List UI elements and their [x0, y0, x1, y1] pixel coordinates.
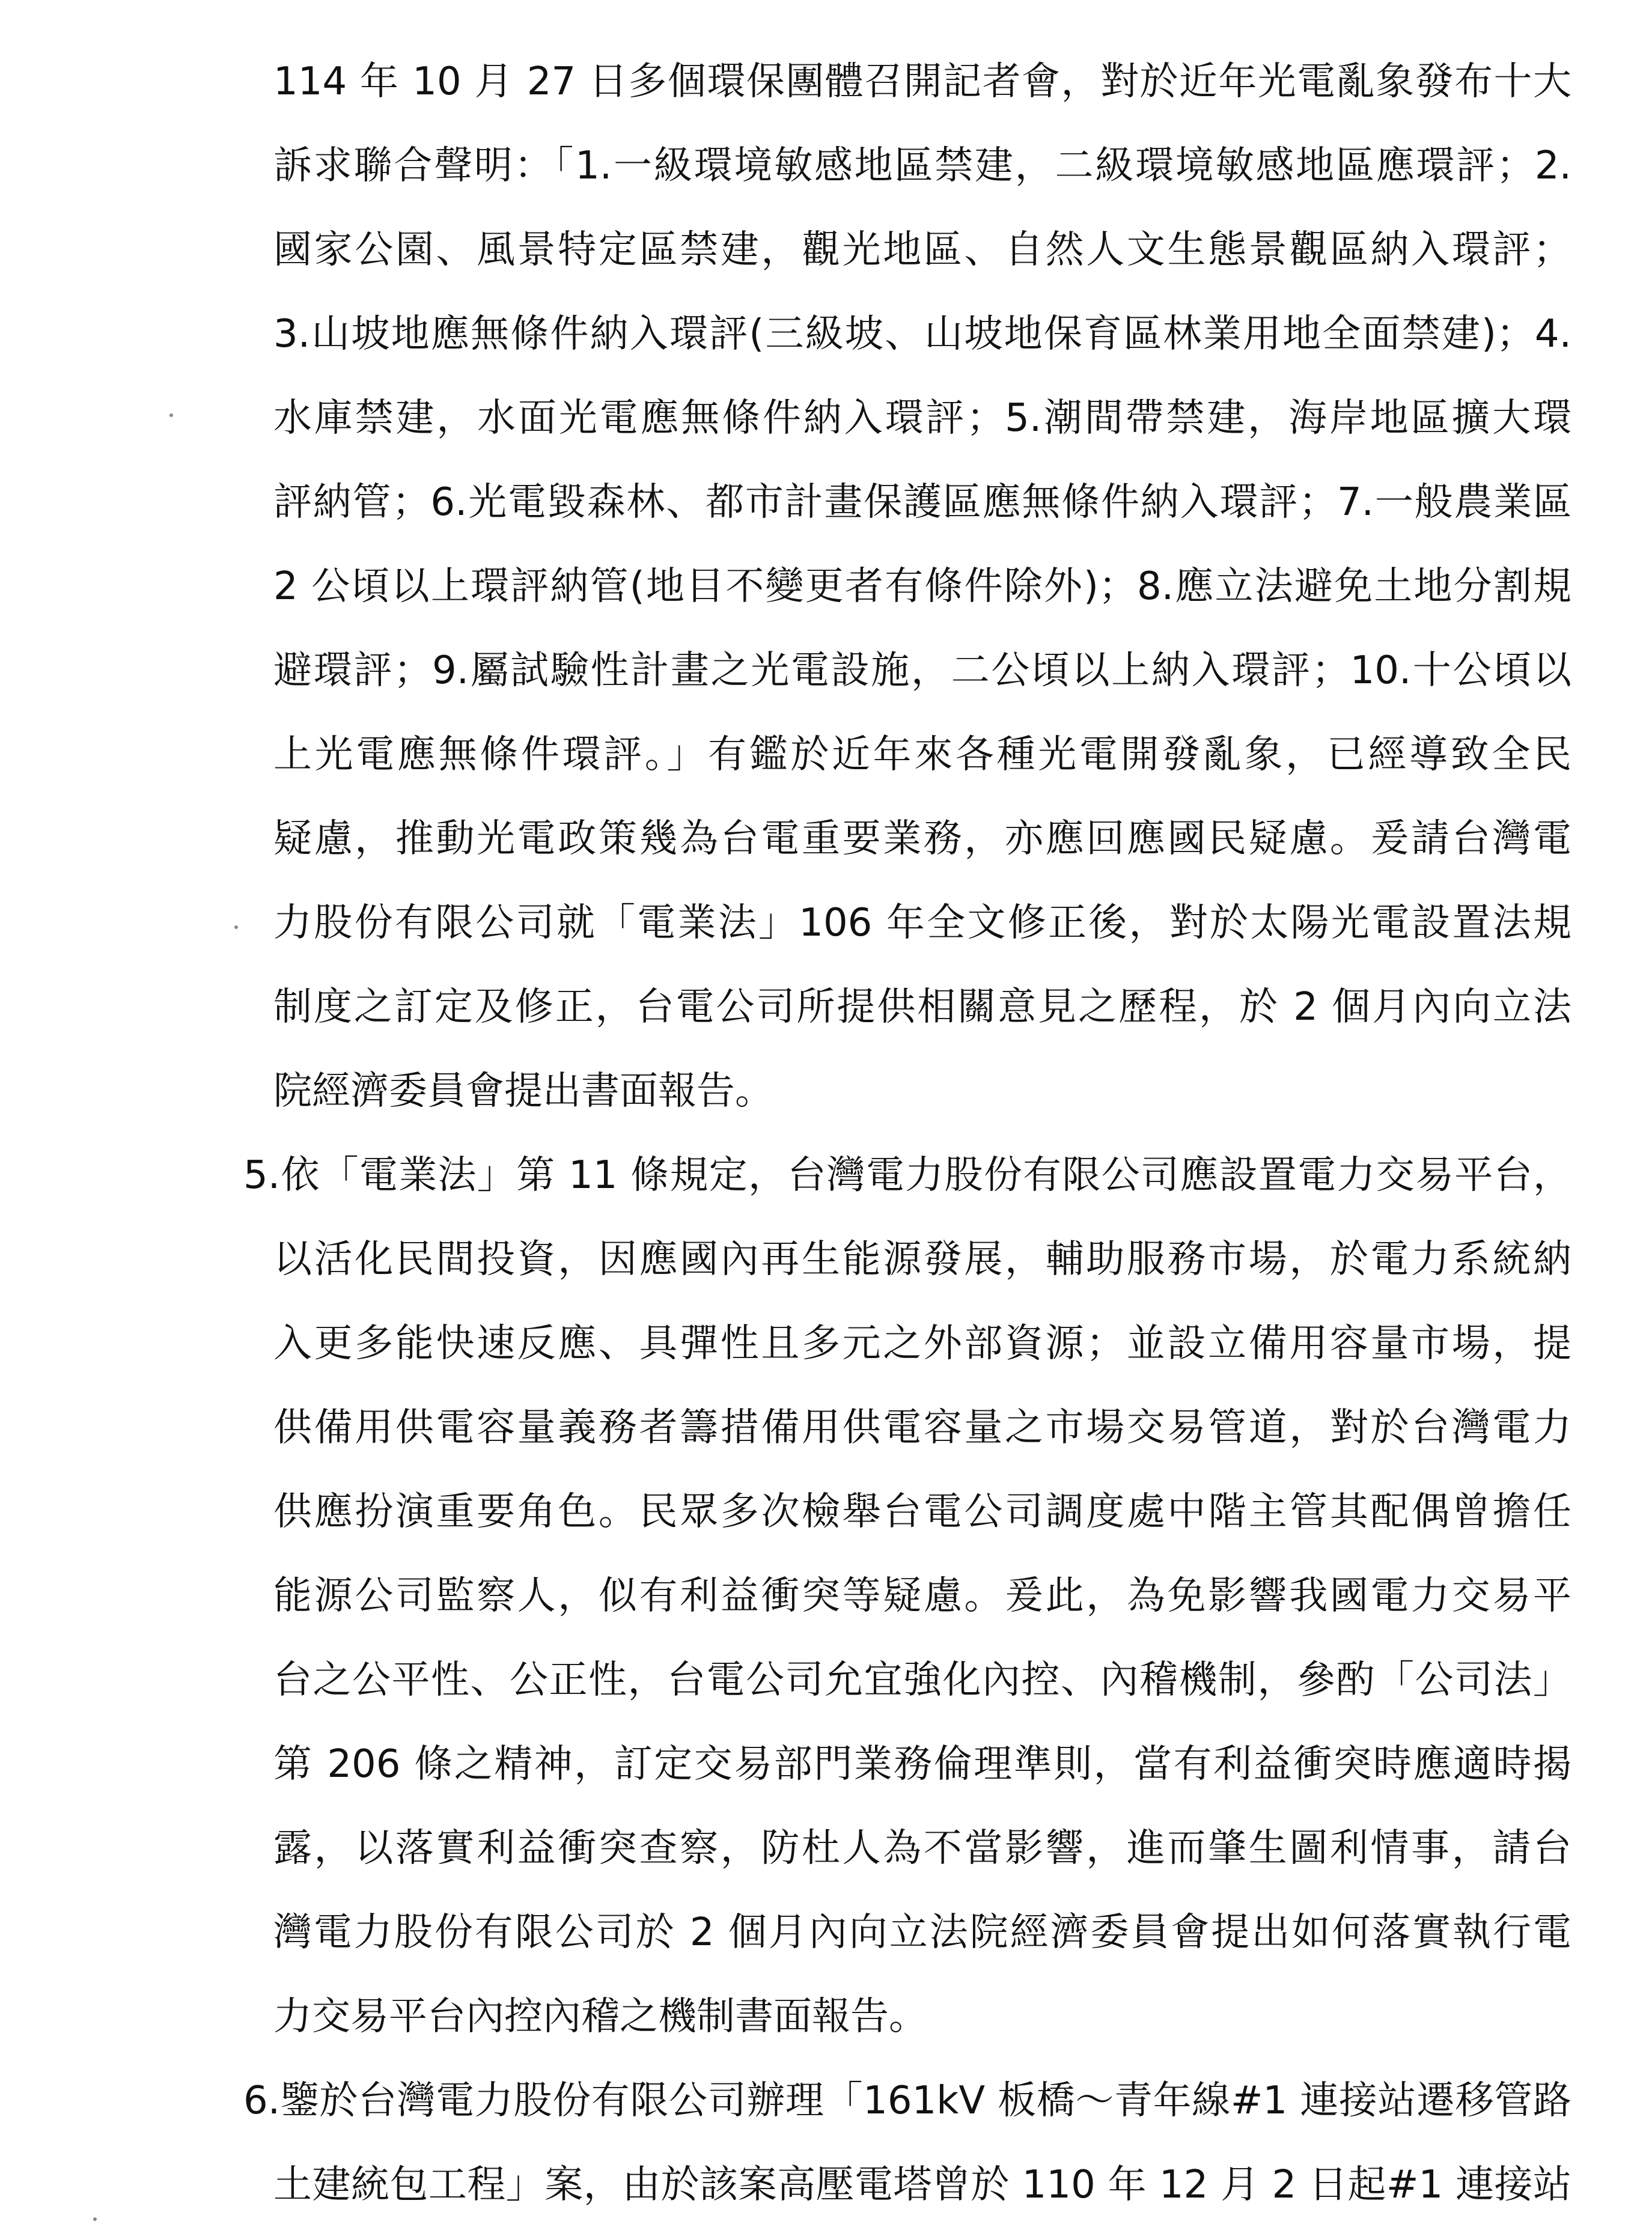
- text-line: 2 公頃以上環評納管(地目不變更者有條件除外)；8.應立法避免土地分割規: [273, 564, 1571, 609]
- text-line: 台之公平性、公正性，台電公司允宜強化內控、內稽機制，參酌「公司法」: [273, 1658, 1571, 1702]
- scan-speck: [234, 925, 238, 929]
- text-line: 疑慮，推動光電政策幾為台電重要業務，亦應回應國民疑慮。爰請台灣電: [273, 817, 1571, 861]
- text-line: 灣電力股份有限公司於 2 個月內向立法院經濟委員會提出如何落實執行電: [273, 1910, 1571, 1955]
- text-line: 土建統包工程」案，由於該案高壓電塔曾於 110 年 12 月 2 日起#1 連接站: [273, 2163, 1571, 2207]
- text-line: 避環評；9.屬試驗性計畫之光電設施，二公頃以上納入環評；10.十公頃以: [273, 648, 1571, 693]
- text-line: 上光電應無條件環評。」有鑑於近年來各種光電開發亂象，已經導致全民: [273, 733, 1571, 777]
- text-line: 3.山坡地應無條件納入環評(三級坡、山坡地保育區林業用地全面禁建)；4.: [273, 312, 1571, 356]
- text-line: 能源公司監察人，似有利益衝突等疑慮。爰此，為免影響我國電力交易平: [273, 1574, 1571, 1618]
- scan-speck: [93, 2217, 97, 2221]
- text-line: 訴求聯合聲明：「1.一級環境敏感地區禁建，二級環境敏感地區應環評；2.: [273, 144, 1571, 188]
- text-line: 力交易平台內控內稽之機制書面報告。: [273, 1994, 927, 2039]
- text-line: 評納管；6.光電毀森林、都市計畫保護區應無條件納入環評；7.一般農業區: [273, 480, 1571, 525]
- text-line: 114 年 10 月 27 日多個環保團體召開記者會，對於近年光電亂象發布十大: [273, 59, 1571, 104]
- text-line: 供應扮演重要角色。民眾多次檢舉台電公司調度處中階主管其配偶曾擔任: [273, 1490, 1571, 1534]
- text-line: 供備用供電容量義務者籌措備用供電容量之市場交易管道，對於台灣電力: [273, 1406, 1571, 1450]
- text-line: 入更多能快速反應、具彈性且多元之外部資源；並設立備用容量市場，提: [273, 1321, 1571, 1366]
- text-line: 第 206 條之精神，訂定交易部門業務倫理準則，當有利益衝突時應適時揭: [273, 1742, 1571, 1787]
- scan-speck: [169, 413, 173, 417]
- text-line: 國家公園、風景特定區禁建，觀光地區、自然人文生態景觀區納入環評；: [273, 228, 1571, 272]
- text-line: 以活化民間投資，因應國內再生能源發展，輔助服務市場，於電力系統納: [273, 1237, 1571, 1282]
- text-line: 露，以落實利益衝突查察，防杜人為不當影響，進而肇生圖利情事，請台: [273, 1826, 1571, 1871]
- item-6-line: 6.鑒於台灣電力股份有限公司辦理「161kV 板橋～青年線#1 連接站遷移管路: [243, 2079, 1571, 2123]
- item-5-line: 5.依「電業法」第 11 條規定，台灣電力股份有限公司應設置電力交易平台，: [243, 1153, 1571, 1198]
- text-line: 水庫禁建，水面光電應無條件納入環評；5.潮間帶禁建，海岸地區擴大環: [273, 396, 1571, 440]
- text-line: 院經濟委員會提出書面報告。: [273, 1069, 773, 1113]
- text-line: 制度之訂定及修正，台電公司所提供相關意見之歷程，於 2 個月內向立法: [273, 985, 1571, 1029]
- text-line: 力股份有限公司就「電業法」106 年全文修正後，對於太陽光電設置法規: [273, 901, 1571, 945]
